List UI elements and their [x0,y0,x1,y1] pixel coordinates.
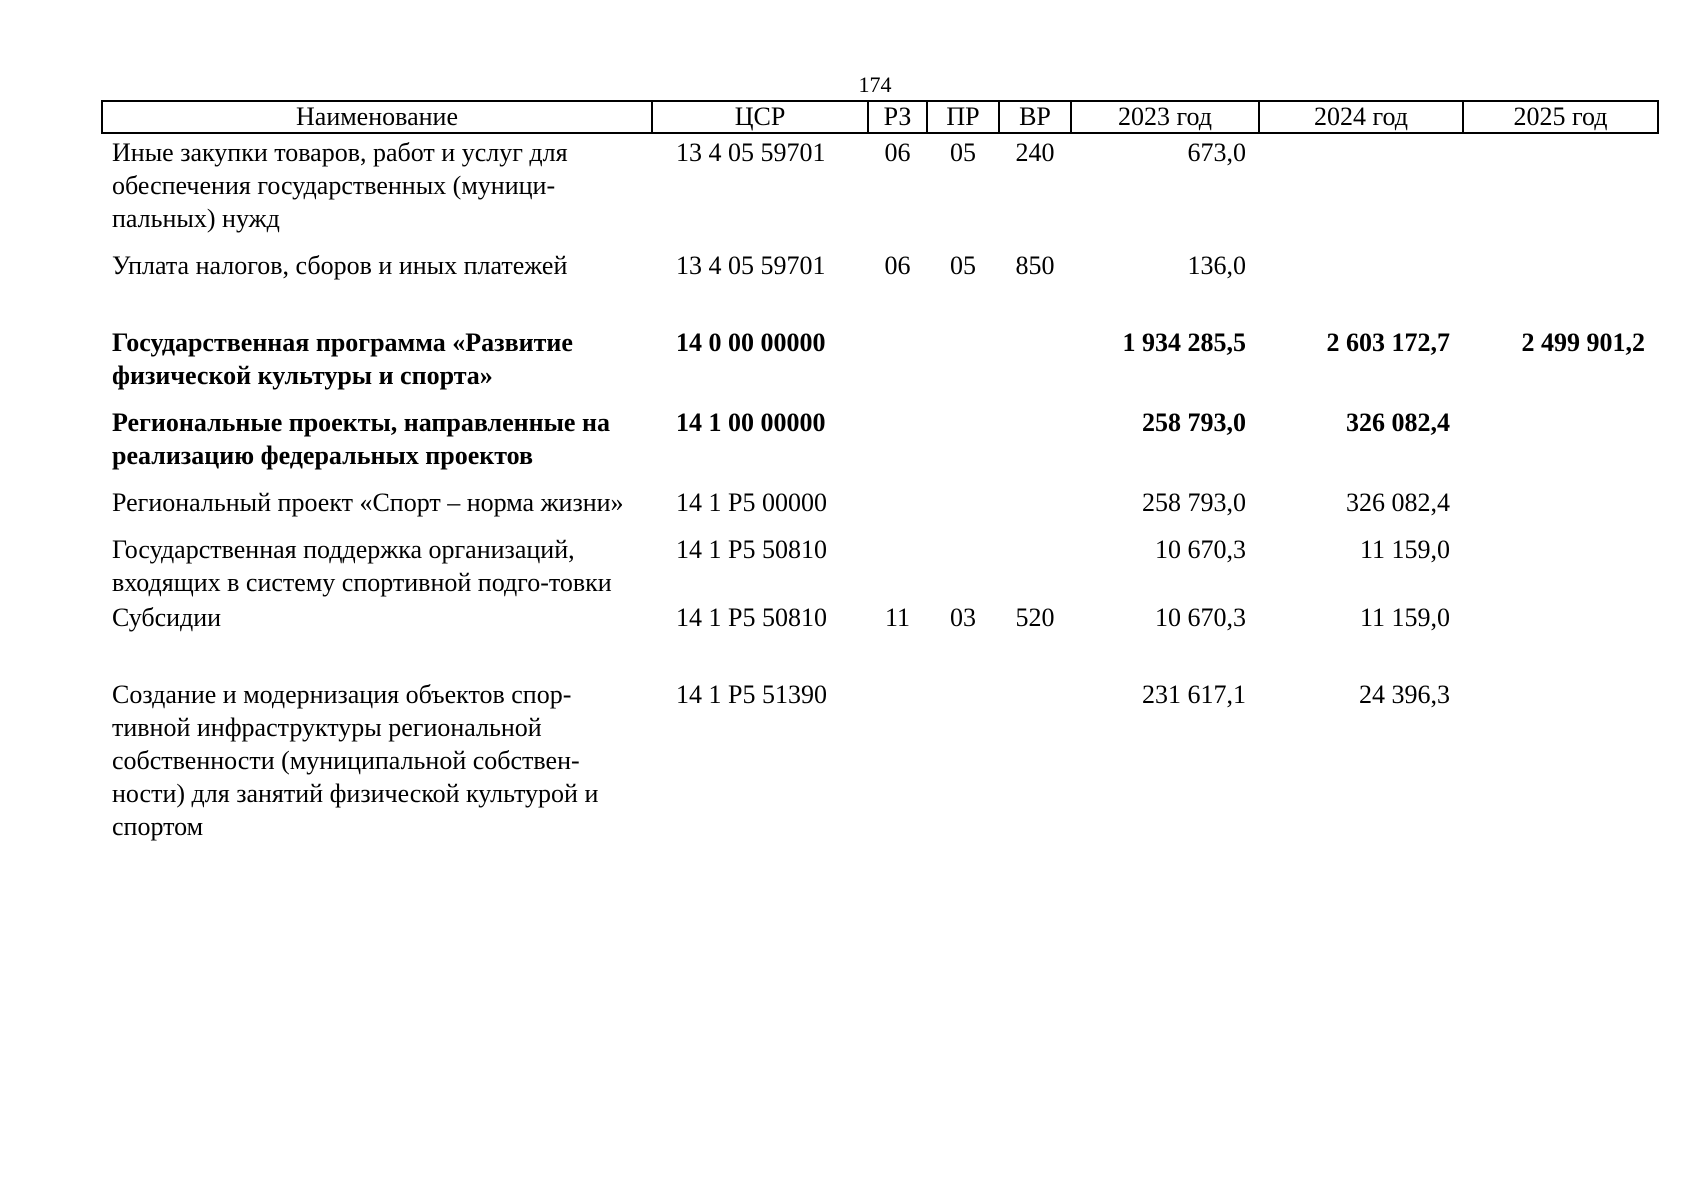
row-name: Государственная программа «Развитие физической культуры и спорта» [112,328,573,390]
row-year-2025 [1463,599,1658,676]
row-pr: 05 [950,138,976,167]
row-vr: 850 [1015,251,1055,280]
row-year-2024 [1259,247,1463,324]
row-year-2025 [1463,133,1658,247]
row-csr: 14 1 P5 51390 [676,680,827,709]
row-year-2025 [1463,484,1658,531]
row-rz [868,324,927,404]
row-year-2025 [1463,247,1658,324]
row-vr [999,484,1071,531]
table-row [102,484,1658,531]
header-pr: ПР [927,101,999,133]
budget-table [101,100,1659,843]
table-row [102,599,1658,676]
row-year-2023: 136,0 [1187,251,1246,280]
row-year-2023: 673,0 [1187,138,1246,167]
row-rz: 06 [884,138,911,167]
row-rz [868,404,927,484]
row-csr: 14 0 00 00000 [676,328,826,357]
row-year-2024: 11 159,0 [1359,535,1450,564]
row-pr [927,404,999,484]
row-year-2023: 258 793,0 [1142,488,1246,517]
row-year-2025 [1463,676,1658,843]
header-rz: РЗ [868,101,927,133]
row-csr: 14 1 P5 50810 [676,603,827,632]
row-csr: 13 4 05 59701 [676,251,826,280]
row-vr [999,404,1071,484]
row-year-2025 [1463,531,1658,599]
row-year-2025: 2 499 901,2 [1521,328,1645,357]
table-row [102,247,1658,324]
table-row [102,676,1658,843]
row-csr: 14 1 P5 50810 [676,535,827,564]
row-vr: 520 [1015,603,1055,632]
row-rz [868,531,927,599]
row-pr: 05 [950,251,976,280]
row-year-2023: 231 617,1 [1142,680,1246,709]
header-vr: ВР [999,101,1071,133]
row-pr [927,676,999,843]
table-row [102,531,1658,599]
row-pr [927,324,999,404]
row-rz [868,484,927,531]
row-year-2023: 10 670,3 [1155,603,1246,632]
header-year-2024: 2024 год [1259,101,1463,133]
row-year-2024: 326 082,4 [1346,408,1450,437]
row-year-2024: 326 082,4 [1346,488,1450,517]
page-number: 174 [858,72,892,97]
table-row [102,133,1658,247]
row-vr: 240 [1015,138,1055,167]
row-csr: 13 4 05 59701 [676,138,826,167]
header-row [102,101,1658,133]
row-pr [927,484,999,531]
header-csr: ЦСР [652,101,868,133]
row-name: Иные закупки товаров, работ и услуг для обеспечения государственных (муници-пальных) нужд [112,138,568,233]
row-year-2024: 11 159,0 [1359,603,1450,632]
row-pr [927,531,999,599]
header-year-2023: 2023 год [1071,101,1259,133]
row-year-2024 [1259,133,1463,247]
row-pr: 03 [950,603,976,632]
row-vr [999,324,1071,404]
header-year-2025: 2025 год [1463,101,1658,133]
row-name: Субсидии [112,603,222,632]
row-name: Региональные проекты, направленные на реализацию федеральных проектов [112,408,610,470]
table-row [102,324,1658,404]
row-rz [868,676,927,843]
table-header [102,101,1658,133]
row-name: Создание и модернизация объектов спор-тивной инфраструктуры региональной собственности (муниципальной собствен-ности) для занятий физической культурой и спортом [112,680,599,841]
table-row [102,404,1658,484]
header-name: Наименование [102,101,652,133]
row-year-2023: 258 793,0 [1142,408,1246,437]
row-rz: 11 [884,603,911,632]
row-name: Региональный проект «Спорт – норма жизни» [112,488,624,517]
row-year-2023: 1 934 285,5 [1122,328,1246,357]
row-vr [999,676,1071,843]
row-rz: 06 [884,251,911,280]
row-year-2023: 10 670,3 [1155,535,1246,564]
row-csr: 14 1 P5 00000 [676,488,827,517]
row-vr [999,531,1071,599]
row-name: Уплата налогов, сборов и иных платежей [112,251,568,280]
row-name: Государственная поддержка организаций, входящих в систему спортивной подго-товки [112,535,612,597]
row-year-2024: 24 396,3 [1359,680,1450,709]
row-year-2024: 2 603 172,7 [1326,328,1450,357]
row-year-2025 [1463,404,1658,484]
table-body [102,133,1658,843]
row-csr: 14 1 00 00000 [676,408,826,437]
